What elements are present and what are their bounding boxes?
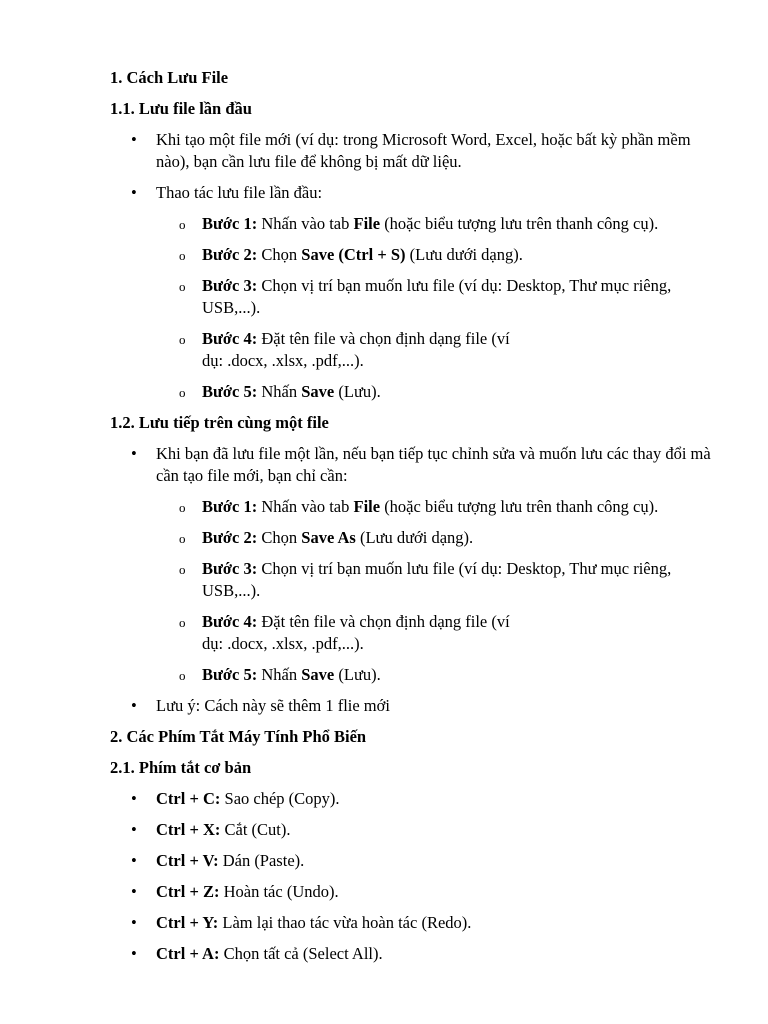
- heading-2-1: 2.1. Phím tắt cơ bản: [110, 758, 252, 777]
- step-label: Bước 5:: [202, 665, 258, 684]
- step-text: (Lưu).: [334, 665, 381, 684]
- shortcut-list: [110, 788, 715, 965]
- step-text: dụ: .docx, .xlsx, .pdf,...).: [202, 634, 364, 653]
- bullet-icon: •: [131, 130, 137, 149]
- step-label: Bước 5:: [202, 382, 258, 401]
- shortcut-item: [110, 943, 715, 965]
- step-text: dụ: .docx, .xlsx, .pdf,...).: [202, 351, 364, 370]
- step-item: [156, 527, 715, 549]
- shortcut-desc: Chọn tất cả (Select All).: [219, 944, 383, 963]
- step-text: Nhấn vào tab: [257, 214, 354, 233]
- step-text: (Lưu dưới dạng).: [355, 528, 474, 547]
- step-text: Nhấn: [257, 382, 302, 401]
- shortcut-item: [110, 850, 715, 872]
- heading-2: 2. Các Phím Tắt Máy Tính Phổ Biến: [110, 727, 367, 746]
- circle-bullet-icon: o: [179, 531, 186, 546]
- list-save-again: [110, 443, 715, 717]
- bullet-icon: •: [131, 789, 137, 808]
- step-item: [156, 558, 715, 602]
- step-text: Đặt tên file và chọn định dạng file (ví: [257, 612, 510, 631]
- step-text: Chọn vị trí bạn muốn lưu file (ví dụ: Desktop, Thư mục riêng, USB,...).: [202, 276, 672, 317]
- circle-bullet-icon: o: [179, 385, 186, 400]
- list-item: [110, 182, 715, 403]
- step-item: [156, 213, 715, 235]
- step-text: Chọn: [257, 528, 302, 547]
- step-key: File: [353, 214, 381, 233]
- step-text: (hoặc biểu tượng lưu trên thanh công cụ).: [380, 214, 659, 233]
- steps-list: [156, 496, 715, 686]
- shortcut-desc: Sao chép (Copy).: [220, 789, 340, 808]
- shortcut-desc: Cắt (Cut).: [220, 820, 291, 839]
- step-text: (Lưu).: [334, 382, 381, 401]
- shortcut-key: Ctrl + A:: [156, 944, 220, 963]
- note-text: Lưu ý: Cách này sẽ thêm 1 flie mới: [156, 696, 390, 715]
- bullet-icon: •: [131, 944, 137, 963]
- circle-bullet-icon: o: [179, 332, 186, 347]
- bullet-icon: •: [131, 444, 137, 463]
- step-label: Bước 4:: [202, 612, 258, 631]
- circle-bullet-icon: o: [179, 668, 186, 683]
- step-key: Save As: [301, 528, 356, 547]
- shortcut-item: [110, 788, 715, 810]
- step-label: Bước 1:: [202, 497, 258, 516]
- step-text: Chọn: [257, 245, 302, 264]
- list-item: [110, 129, 715, 173]
- shortcut-desc: Dán (Paste).: [218, 851, 305, 870]
- list-item-text: Khi tạo một file mới (ví dụ: trong Microsoft Word, Excel, hoặc bất kỳ phần mềm nào), bạn cần lưu file để không bị mất dữ liệu.: [156, 130, 691, 171]
- document-body: [110, 67, 715, 974]
- step-label: Bước 1:: [202, 214, 258, 233]
- step-item: [156, 611, 715, 655]
- list-item-text: Thao tác lưu file lần đầu:: [156, 183, 323, 202]
- step-key: Save: [301, 382, 335, 401]
- step-label: Bước 3:: [202, 559, 258, 578]
- steps-list: [156, 213, 715, 403]
- circle-bullet-icon: o: [179, 279, 186, 294]
- heading-1-1: 1.1. Lưu file lần đầu: [110, 99, 252, 118]
- step-key: Save (Ctrl + S): [301, 245, 406, 264]
- step-text: Chọn vị trí bạn muốn lưu file (ví dụ: Desktop, Thư mục riêng, USB,...).: [202, 559, 672, 600]
- step-key: Save: [301, 665, 335, 684]
- circle-bullet-icon: o: [179, 248, 186, 263]
- bullet-icon: •: [131, 820, 137, 839]
- step-item: [156, 244, 715, 266]
- bullet-icon: •: [131, 882, 137, 901]
- shortcut-key: Ctrl + V:: [156, 851, 219, 870]
- step-label: Bước 3:: [202, 276, 258, 295]
- shortcut-key: Ctrl + X:: [156, 820, 221, 839]
- step-key: File: [353, 497, 381, 516]
- shortcut-desc: Hoàn tác (Undo).: [219, 882, 339, 901]
- list-item: [110, 695, 715, 717]
- step-text: Nhấn vào tab: [257, 497, 354, 516]
- shortcut-key: Ctrl + C:: [156, 789, 221, 808]
- list-save-first-time: [110, 129, 715, 403]
- list-item-text: Khi bạn đã lưu file một lần, nếu bạn tiếp tục chỉnh sửa và muốn lưu các thay đổi mà cần tạo file mới, bạn chỉ cần:: [156, 444, 711, 485]
- shortcut-item: [110, 912, 715, 934]
- shortcut-item: [110, 819, 715, 841]
- shortcut-desc: Làm lại thao tác vừa hoàn tác (Redo).: [218, 913, 472, 932]
- heading-1: 1. Cách Lưu File: [110, 68, 229, 87]
- bullet-icon: •: [131, 851, 137, 870]
- step-text: Nhấn: [257, 665, 302, 684]
- bullet-icon: •: [131, 913, 137, 932]
- step-label: Bước 2:: [202, 528, 258, 547]
- step-item: [156, 496, 715, 518]
- step-text: (hoặc biểu tượng lưu trên thanh công cụ).: [380, 497, 659, 516]
- shortcut-item: [110, 881, 715, 903]
- step-item: [156, 381, 715, 403]
- bullet-icon: •: [131, 696, 137, 715]
- step-label: Bước 4:: [202, 329, 258, 348]
- step-item: [156, 275, 715, 319]
- circle-bullet-icon: o: [179, 562, 186, 577]
- circle-bullet-icon: o: [179, 615, 186, 630]
- step-label: Bước 2:: [202, 245, 258, 264]
- heading-1-2: 1.2. Lưu tiếp trên cùng một file: [110, 413, 329, 432]
- step-item: [156, 328, 715, 372]
- step-text: (Lưu dưới dạng).: [405, 245, 523, 264]
- circle-bullet-icon: o: [179, 500, 186, 515]
- step-item: [156, 664, 715, 686]
- shortcut-key: Ctrl + Y:: [156, 913, 219, 932]
- step-text: Đặt tên file và chọn định dạng file (ví: [257, 329, 510, 348]
- bullet-icon: •: [131, 183, 137, 202]
- shortcut-key: Ctrl + Z:: [156, 882, 220, 901]
- circle-bullet-icon: o: [179, 217, 186, 232]
- list-item: [110, 443, 715, 686]
